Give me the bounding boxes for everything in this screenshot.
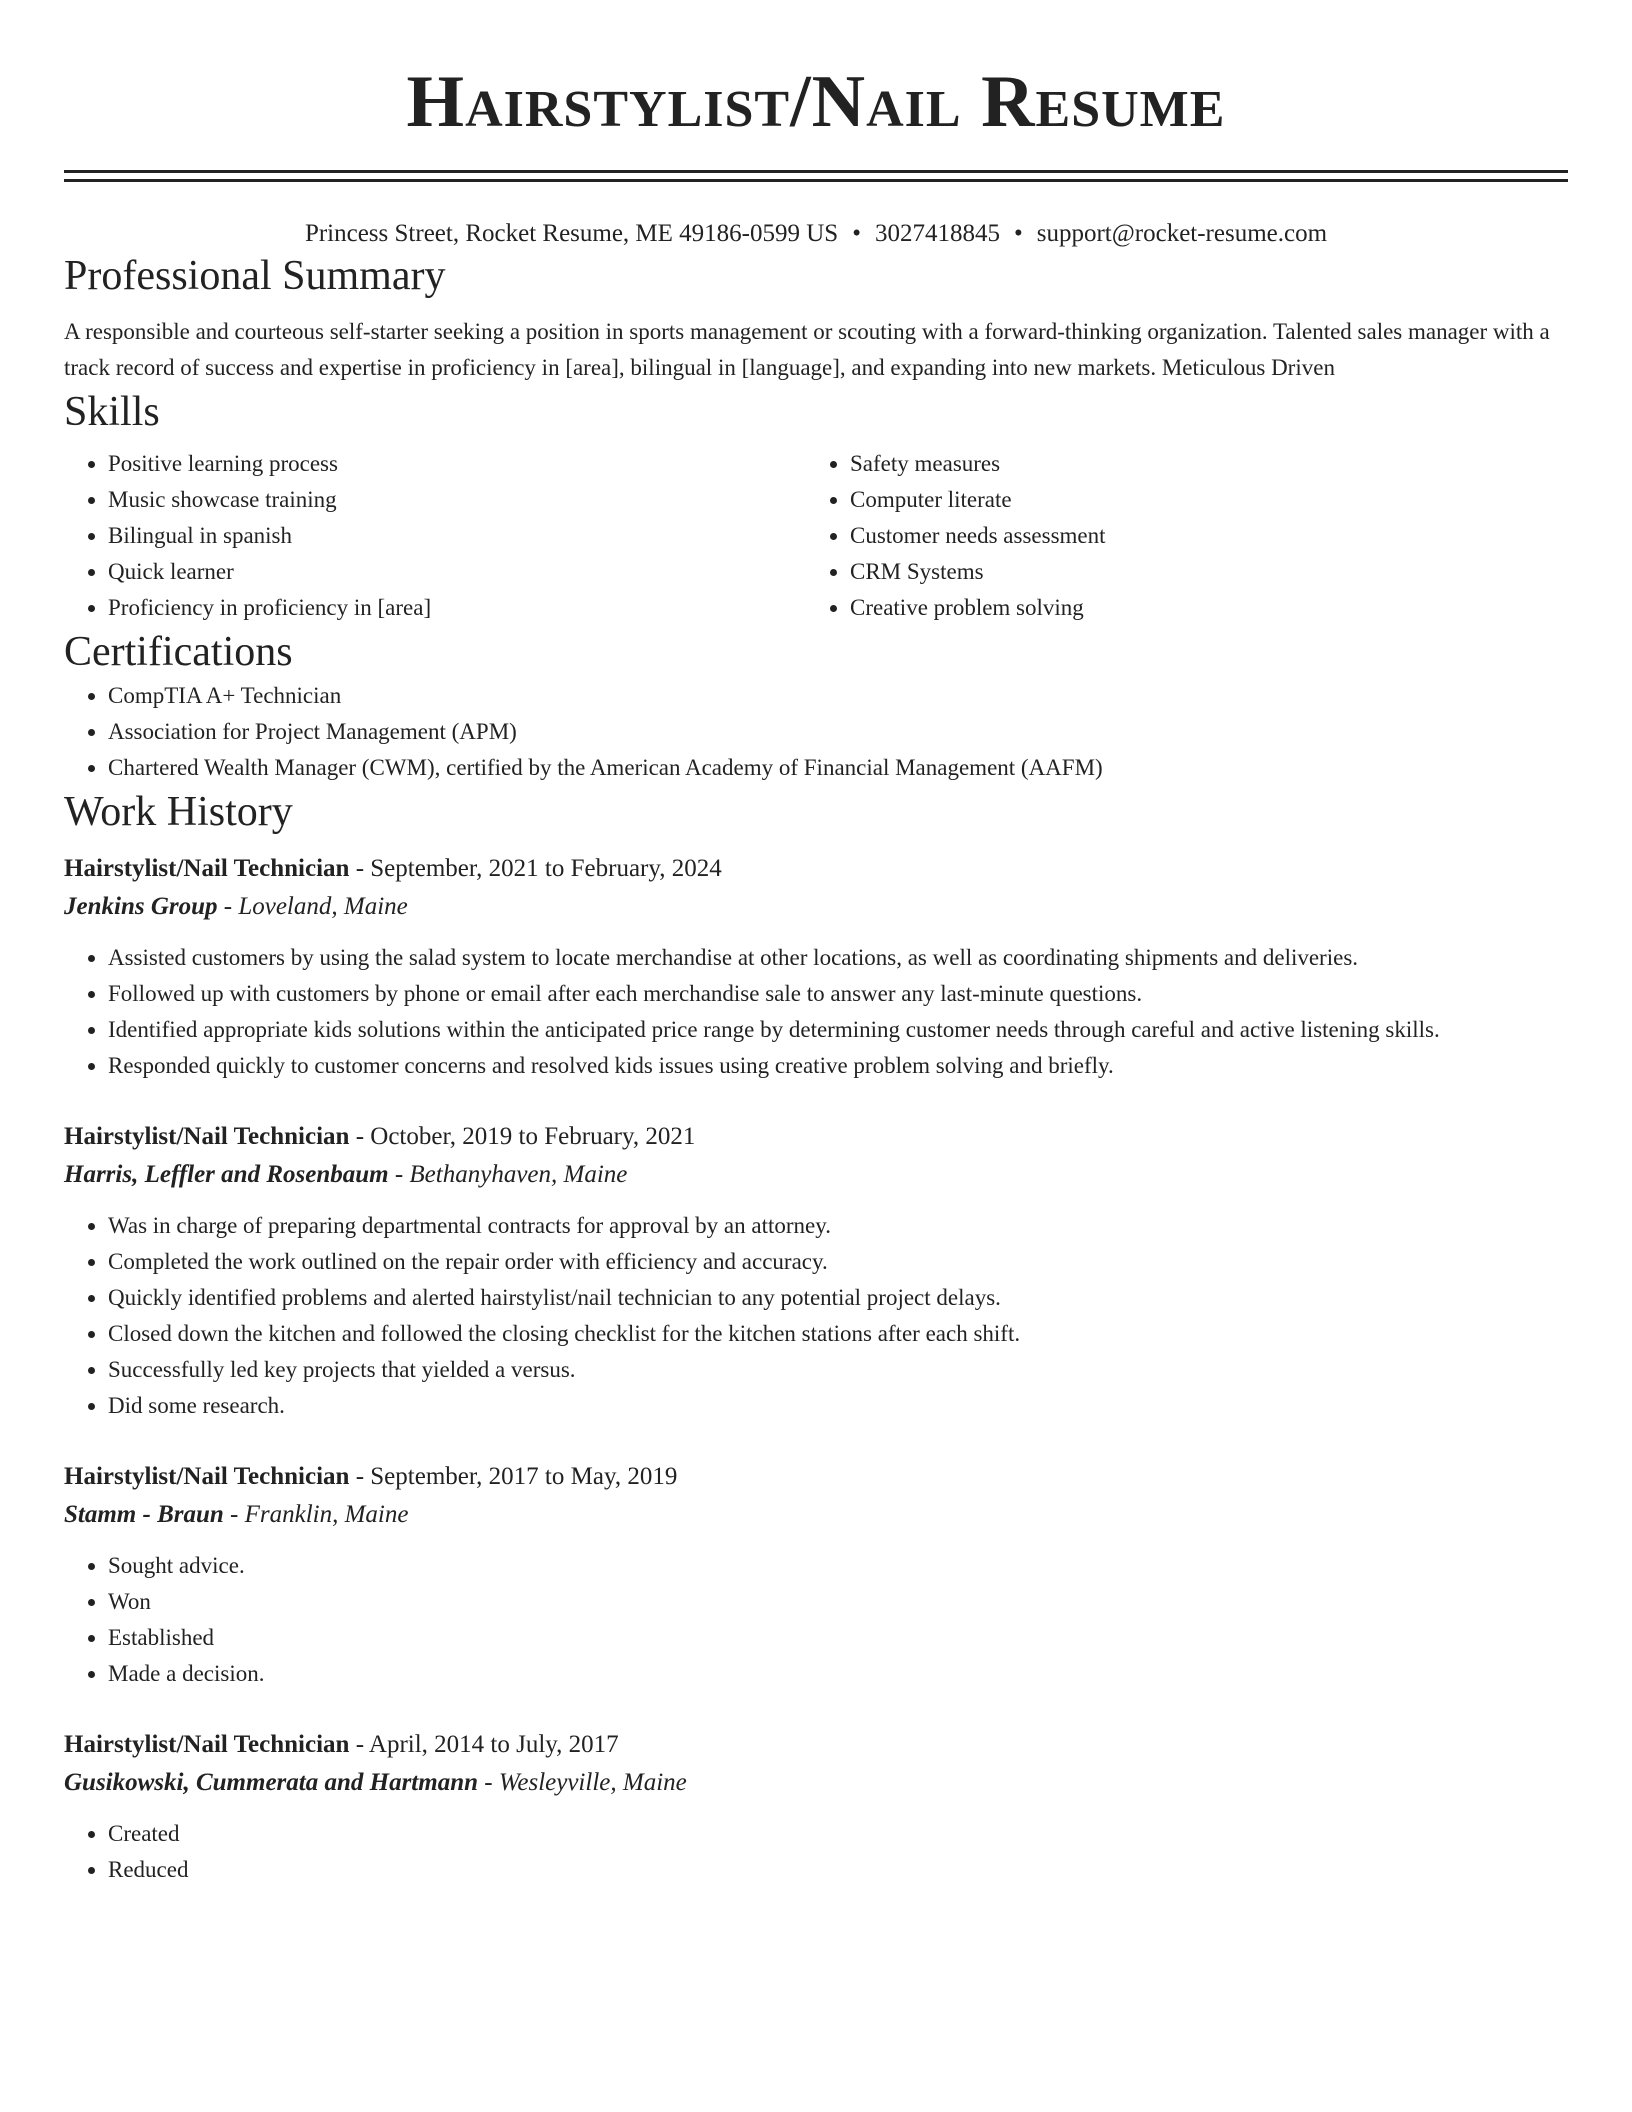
job-title: Hairstylist/Nail Technician	[64, 1463, 350, 1490]
job-entry	[64, 1726, 1568, 1888]
skill-item: • Positive learning process	[108, 446, 806, 482]
job-title: Hairstylist/Nail Technician	[64, 1123, 350, 1150]
job-title-line	[64, 1118, 1568, 1156]
job-duty-item: • Responded quickly to customer concerns and resolved kids issues using creative problem solving and briefly.	[108, 1048, 1568, 1084]
job-title-line	[64, 850, 1568, 888]
job-entry	[64, 850, 1568, 1084]
job-company-line	[64, 1156, 1568, 1194]
title-divider-top	[64, 170, 1568, 173]
skill-item: • Proficiency in proficiency in [area]	[108, 590, 806, 626]
job-entry	[64, 1458, 1568, 1692]
job-location: - Loveland, Maine	[217, 893, 408, 920]
skills-heading: Skills	[64, 389, 160, 435]
certification-item: • CompTIA A+ Technician	[108, 678, 1568, 714]
summary-text: A responsible and courteous self-starter seeking a position in sports management or scouting with a forward-thinking organization. Talented sales manager with a track record of success and expertise in proficiency in [area], bilingual in [language], and expanding into new markets. Meticulous Driven	[64, 319, 1550, 380]
summary-heading: Professional Summary	[64, 253, 446, 299]
job-duties-list	[64, 1208, 1568, 1424]
job-duty-item: • Assisted customers by using the salad system to locate merchandise at other locations, as well as coordinating shipments and deliveries.	[108, 940, 1568, 976]
skill-item: • Customer needs assessment	[850, 518, 1548, 554]
job-duty-item: • Followed up with customers by phone or email after each merchandise sale to answer any last-minute questions.	[108, 976, 1568, 1012]
skills-list-left	[64, 446, 806, 626]
certifications-heading: Certifications	[64, 629, 293, 675]
skills-grid	[64, 446, 1568, 626]
job-duty-item: • Identified appropriate kids solutions within the anticipated price range by determining customer needs through careful and active listening skills.	[108, 1012, 1568, 1048]
job-duties-list	[64, 940, 1568, 1084]
job-title: Hairstylist/Nail Technician	[64, 1731, 350, 1758]
job-duty-item: • Successfully led key projects that yielded a versus.	[108, 1352, 1568, 1388]
skills-list-right	[806, 446, 1548, 626]
certification-item: • Association for Project Management (APM)	[108, 714, 1568, 750]
contact-line	[64, 218, 1568, 250]
job-duty-item: • Sought advice.	[108, 1548, 1568, 1584]
job-entry	[64, 1118, 1568, 1424]
contact-email[interactable]: support@rocket-resume.com	[1036, 220, 1328, 247]
skill-item: • Quick learner	[108, 554, 806, 590]
certifications-list	[64, 678, 1568, 786]
job-duty-item: • Established	[108, 1620, 1568, 1656]
job-title: Hairstylist/Nail Technician	[64, 855, 350, 882]
job-company-line	[64, 1496, 1568, 1534]
job-duty-item: • Completed the work outlined on the repair order with efficiency and accuracy.	[108, 1244, 1568, 1280]
job-duty-item: • Closed down the kitchen and followed the closing checklist for the kitchen stations after each shift.	[108, 1316, 1568, 1352]
contact-address: Princess Street, Rocket Resume, ME 49186-0599 US	[304, 220, 839, 247]
job-location: - Franklin, Maine	[223, 1501, 409, 1528]
job-location: - Bethanyhaven, Maine	[388, 1161, 628, 1188]
job-company-line	[64, 1764, 1568, 1802]
job-duty-item: • Made a decision.	[108, 1656, 1568, 1692]
job-duty-item: • Won	[108, 1584, 1568, 1620]
contact-separator: •	[852, 220, 861, 247]
job-duties-list	[64, 1548, 1568, 1692]
job-duty-item: • Was in charge of preparing departmental contracts for approval by an attorney.	[108, 1208, 1568, 1244]
job-title-line	[64, 1458, 1568, 1496]
skill-item: • Music showcase training	[108, 482, 806, 518]
job-dates: - September, 2017 to May, 2019	[349, 1463, 678, 1490]
job-title-line	[64, 1726, 1568, 1764]
skill-item: • Safety measures	[850, 446, 1548, 482]
job-duties-list	[64, 1816, 1568, 1888]
job-company: Gusikowski, Cummerata and Hartmann	[64, 1769, 479, 1796]
skill-item: • CRM Systems	[850, 554, 1548, 590]
work-history-heading: Work History	[64, 789, 293, 835]
skill-item: • Computer literate	[850, 482, 1548, 518]
certification-item: • Chartered Wealth Manager (CWM), certified by the American Academy of Financial Management (AAFM)	[108, 750, 1568, 786]
skill-item: • Creative problem solving	[850, 590, 1548, 626]
skill-item: • Bilingual in spanish	[108, 518, 806, 554]
job-dates: - September, 2021 to February, 2024	[349, 855, 722, 882]
job-company-line	[64, 888, 1568, 926]
title-divider-bottom	[64, 179, 1568, 182]
job-duty-item: • Quickly identified problems and alerted hairstylist/nail technician to any potential project delays.	[108, 1280, 1568, 1316]
job-duty-item: • Did some research.	[108, 1388, 1568, 1424]
job-company: Harris, Leffler and Rosenbaum	[64, 1161, 389, 1188]
contact-phone: 3027418845	[874, 220, 1000, 247]
job-location: - Wesleyville, Maine	[478, 1769, 687, 1796]
job-dates: - October, 2019 to February, 2021	[349, 1123, 696, 1150]
job-dates: - April, 2014 to July, 2017	[349, 1731, 619, 1758]
job-duty-item: • Reduced	[108, 1852, 1568, 1888]
job-company: Jenkins Group	[64, 893, 218, 920]
job-company: Stamm - Braun	[64, 1501, 224, 1528]
contact-separator: •	[1013, 220, 1023, 247]
resume-title: Hairstylist/Nail Resume	[406, 61, 1226, 143]
job-duty-item: • Created	[108, 1816, 1568, 1852]
